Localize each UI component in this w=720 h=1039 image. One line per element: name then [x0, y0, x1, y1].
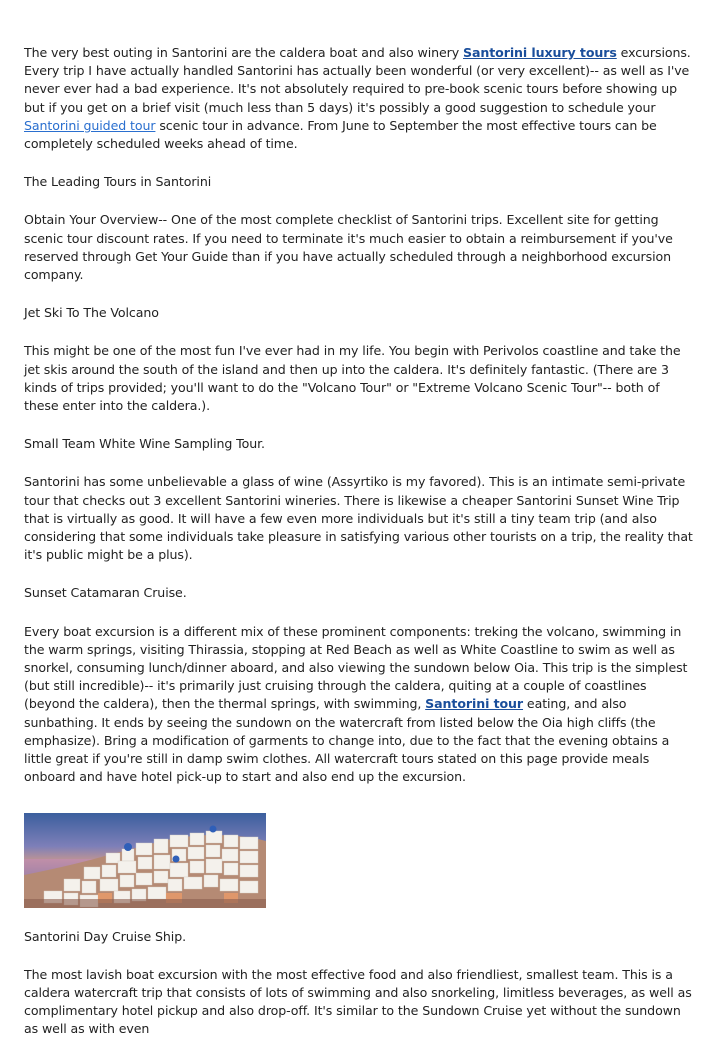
- santorini-guided-tour-link[interactable]: Santorini guided tour: [24, 117, 156, 133]
- article-body: [24, 44, 696, 1039]
- catamaran-paragraph: [24, 623, 696, 787]
- heading-leading-tours: The Leading Tours in Santorini: [24, 174, 212, 190]
- santorini-luxury-tours-link[interactable]: Santorini luxury tours: [463, 45, 617, 60]
- day-cruise-paragraph: The most lavish boat excursion with the most effective food and also friendliest, smallest team. This is a caldera watercraft trip that consists of lots of swimming and also snorkeling, limitless beverages, as well as complimentary hotel pickup and also drop-off. It's similar to the Sundown Cruise yet without the sundown as well as with even: [24, 966, 692, 1037]
- intro-text-2: excursions. Every trip I have actually handled Santorini has actually been wonderful (or very excellent)-- as well as I've never ever had a bad experience. It's not absolutely required to pre-book scenic tours before showing up but if you get on a brief visit (much less than 5 days) it's possibly a good suggestion to schedule your: [24, 45, 691, 115]
- overview-paragraph: Obtain Your Overview-- One of the most complete checklist of Santorini trips. Excellent site for getting scenic tour discount rates. If you need to terminate it's much easier to obtain a reimbursement if you've reserved through Get Your Guide than if you have actually scheduled through a neighborhood excursion company.: [24, 212, 673, 283]
- intro-text-3: scenic tour in advance. From June to September the most effective tours can be completely scheduled weeks ahead of time.: [24, 117, 657, 152]
- wine-tour-paragraph: Santorini has some unbelievable a glass of wine (Assyrtiko is my favored). This is an intimate semi-private tour that checks out 3 excellent Santorini wineries. There is likewise a cheaper Santorini Sunset Wine Trip that is virtually as good. It will have a few even more individuals but it's still a tiny team trip (and also considering that some individuals take pleasure in satisfying various other tourists on a trip, the reality that it's public might be a plus).: [24, 474, 693, 563]
- intro-paragraph: [24, 44, 696, 153]
- catamaran-text-2: eating, and also sunbathing. It ends by seeing the sundown on the watercraft from listed below the Oia high cliffs (the emphasize). Bring a modification of garments to change into, due to the fact that the evening obtains a little great if you're still in damp swim clothes. All watercraft tours stated on this page provide meals onboard and have hotel pick-up to start and also end up the excursion.: [24, 696, 670, 785]
- heading-jet-ski: Jet Ski To The Volcano: [24, 305, 159, 321]
- jet-ski-paragraph: This might be one of the most fun I've ever had in my life. You begin with Perivolos coastline and take the jet skis around the south of the island and then up into the caldera. It's definitely fantastic. (There are 3 kinds of trips provided; you'll want to do the "Volcano Tour" or "Extreme Volcano Scenic Tour"-- both of these enter into the caldera.).: [24, 343, 681, 414]
- catamaran-text-1: Every boat excursion is a different mix of these prominent components: treking the volcano, swimming in the warm springs, visiting Thirassia, stopping at Red Beach as well as White Coastline to swim as well as snorkel, consuming lunch/dinner aboard, and also viewing the sundown below Oia. This trip is the simplest (but still incredible)-- it's primarily just cruising through the caldera, quiting at a couple of coastlines (beyond the caldera), then the thermal springs, with swimming,: [24, 623, 688, 712]
- heading-day-cruise: Santorini Day Cruise Ship.: [24, 928, 187, 944]
- heading-wine-tour: Small Team White Wine Sampling Tour.: [24, 436, 265, 452]
- santorini-tour-link[interactable]: Santorini tour: [425, 696, 524, 712]
- heading-catamaran: Sunset Catamaran Cruise.: [24, 585, 187, 601]
- santorini-oia-photo: [24, 813, 266, 908]
- intro-text-1: The very best outing in Santorini are the caldera boat and also winery: [24, 45, 464, 60]
